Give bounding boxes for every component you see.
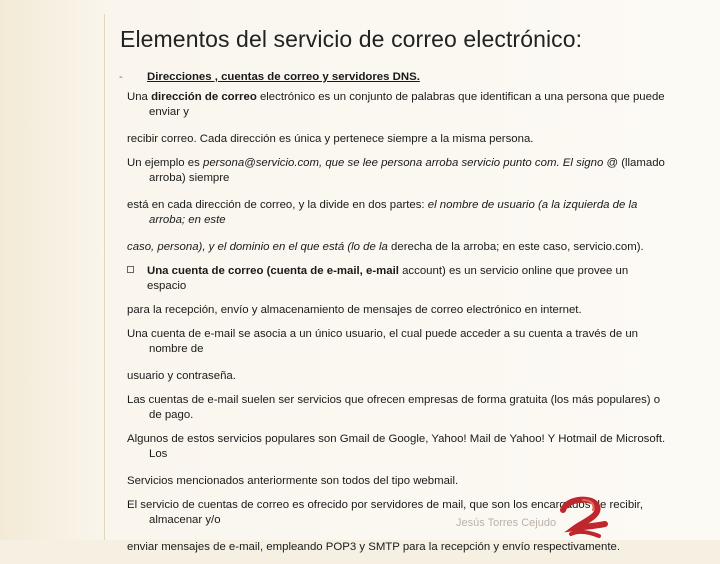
bullet-dns-text: Direcciones , cuentas de correo y servidores DNS. — [147, 71, 420, 83]
paragraph-direccion: Una dirección de correo electrónico es un conjunto de palabras que identifican a una persona que puede enviar y — [127, 91, 665, 118]
slide-content — [119, 70, 707, 564]
checkbox-bullet-icon — [127, 266, 134, 273]
term-cuenta: Una cuenta de correo (cuenta de e-mail, e-mail — [147, 265, 399, 277]
paragraph-ejemplo-cont: está en cada dirección de correo, y la divide en dos partes: el nombre de usuario (a la izquierda de la arroba; en este — [127, 199, 638, 226]
paragraph-cuenta-cont: para la recepción, envío y almacenamiento de mensajes de correo electrónico en internet. — [127, 304, 582, 316]
author-footer: Jesús Torres Cejudo — [456, 517, 557, 529]
paragraph-servidores: El servicio de cuentas de correo es ofrecido por servidores de mail, que son los encargados de recibir, almacenar y/o — [127, 499, 644, 526]
term-direccion: dirección de correo — [151, 91, 257, 103]
paragraph-asociacion-cont: usuario y contraseña. — [127, 370, 236, 382]
bullet-cuenta: Una cuenta de correo (cuenta de e-mail, e-mail account) es un servicio online que provee un espacio — [127, 264, 707, 294]
paragraph-webmail: Servicios mencionados anteriormente son todos del tipo webmail. — [127, 475, 459, 487]
paragraph-direccion-cont: recibir correo. Cada dirección es única y pertenece siempre a la misma persona. — [127, 133, 534, 145]
paragraph-asociacion: Una cuenta de e-mail se asocia a un único usuario, el cual puede acceder a su cuenta a través de un nombre de — [127, 328, 639, 355]
example-address: persona@servicio.com, que se lee persona arroba servicio punto com. El signo — [202, 157, 604, 169]
dash-bullet: - — [119, 71, 123, 83]
red-logo-icon — [553, 494, 613, 540]
slide-title: Elementos del servicio de correo electrónico: — [120, 26, 583, 52]
bullet-dns — [119, 70, 707, 85]
paragraph-ejemplo: Un ejemplo es persona@servicio.com, que se lee persona arroba servicio punto com. El signo @ (llamado arroba) siempre — [127, 157, 665, 184]
left-divider — [104, 14, 105, 540]
paragraph-ejemplo-end: caso, persona), y el dominio en el que está (lo de la derecha de la arroba; en este caso, servicio.com). — [127, 241, 644, 253]
paragraph-gratuitas: Las cuentas de e-mail suelen ser servicios que ofrecen empresas de forma gratuita (los más populares) o de pago. — [127, 394, 661, 421]
paragraph-protocolos: enviar mensajes de e-mail, empleando POP3 y SMTP para la recepción y envío respectivamente. — [127, 541, 620, 553]
paragraph-populares: Algunos de estos servicios populares son Gmail de Google, Yahoo! Mail de Yahoo! Y Hotmail de Microsoft. Los — [127, 433, 666, 460]
